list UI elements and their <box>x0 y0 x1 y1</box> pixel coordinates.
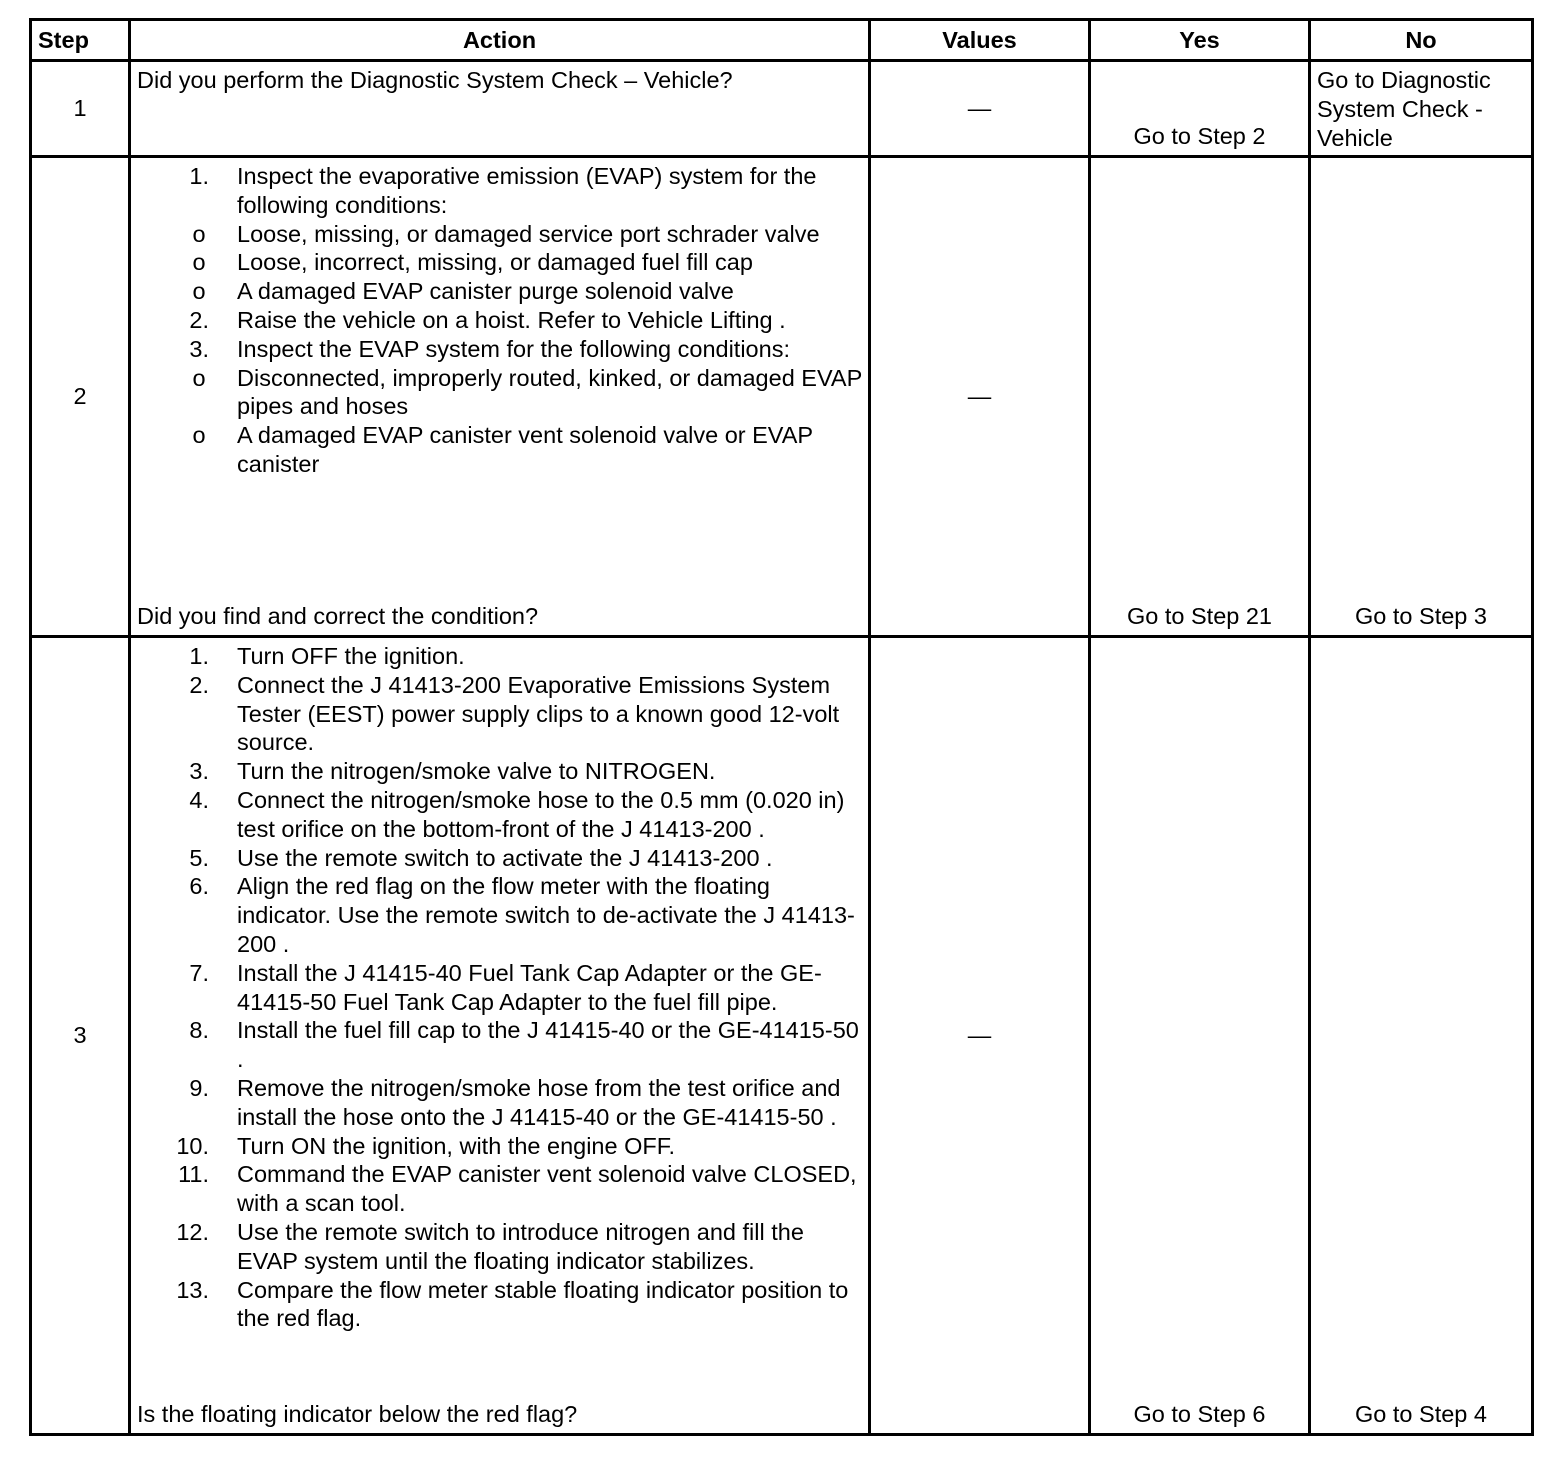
action-question: Is the floating indicator below the red flag? <box>137 1401 578 1428</box>
action-step <box>137 1218 864 1276</box>
yes-cell: Go to Step 6 <box>1090 637 1310 1435</box>
step-number: 3 <box>31 637 130 1435</box>
step-text: Connect the nitrogen/smoke hose to the 0.5 mm (0.020 in) test orifice on the bottom-front of the J 41413-200 . <box>237 786 845 842</box>
action-step <box>137 786 864 844</box>
action-cell <box>130 637 870 1435</box>
step-text: Align the red flag on the flow meter with the floating indicator. Use the remote switch to de-activate the J 41413-200 . <box>237 873 855 957</box>
action-step <box>137 1016 864 1074</box>
condition-text: A damaged EVAP canister purge solenoid valve <box>237 278 734 305</box>
yes-cell: Go to Step 21 <box>1090 157 1310 637</box>
step-text: Install the J 41415-40 Fuel Tank Cap Adapter or the GE-41415-50 Fuel Tank Cap Adapter to the fuel fill pipe. <box>237 959 822 1015</box>
step-text: Turn ON the ignition, with the engine OFF. <box>237 1132 676 1159</box>
action-cell <box>130 61 870 157</box>
step-num: 1. <box>189 163 209 189</box>
condition-list <box>137 364 864 479</box>
action-step <box>137 959 864 1017</box>
step-num: 11. <box>178 1161 209 1188</box>
step-num: 3. <box>189 758 209 785</box>
bullet-icon: o <box>192 249 206 276</box>
step-text: Use the remote switch to introduce nitrogen and fill the EVAP system until the floating indicator stabilizes. <box>237 1218 804 1274</box>
no-cell: Go to Step 3 <box>1310 157 1533 637</box>
header-row <box>31 20 1533 61</box>
action-step <box>137 671 864 757</box>
condition-text: Loose, missing, or damaged service port schrader valve <box>237 220 820 247</box>
no-cell: Go to Step 4 <box>1310 637 1533 1435</box>
step-text: Inspect the EVAP system for the following conditions: <box>237 335 790 362</box>
action-cell <box>130 157 870 637</box>
no-cell: Go to Diagnostic System Check - Vehicle <box>1310 61 1533 157</box>
step-number: 1 <box>31 61 130 157</box>
action-step <box>137 872 864 958</box>
condition-text: Loose, incorrect, missing, or damaged fuel fill cap <box>237 249 753 276</box>
condition-item <box>137 421 864 479</box>
step-num: 8. <box>189 1017 209 1044</box>
step-num: 4. <box>189 786 209 813</box>
step-num: 12. <box>176 1218 209 1245</box>
condition-text: Disconnected, improperly routed, kinked, or damaged EVAP pipes and hoses <box>237 364 862 420</box>
step-num: 2. <box>189 306 209 333</box>
step-number: 2 <box>31 157 130 637</box>
values-cell: — <box>870 61 1090 157</box>
step-num: 10. <box>176 1132 209 1159</box>
step-num: 3. <box>189 335 209 362</box>
step-num: 1. <box>189 643 209 669</box>
step-num: 5. <box>189 844 209 871</box>
action-question: Did you perform the Diagnostic System Check – Vehicle? <box>137 67 733 93</box>
bullet-icon: o <box>192 422 206 449</box>
step-text: Compare the flow meter stable floating indicator position to the red flag. <box>237 1276 849 1332</box>
step-num: 6. <box>189 873 209 900</box>
bullet-icon: o <box>192 278 206 305</box>
header-step: Step <box>31 20 130 61</box>
action-step <box>137 162 864 306</box>
condition-item <box>137 248 864 277</box>
condition-item <box>137 277 864 306</box>
action-step <box>137 642 864 671</box>
step-num: 9. <box>189 1074 209 1101</box>
condition-item <box>137 364 864 422</box>
step-num: 2. <box>189 671 209 698</box>
action-step <box>137 306 864 335</box>
action-step <box>137 1276 864 1334</box>
action-step <box>137 335 864 479</box>
step-text: Install the fuel fill cap to the J 41415-40 or the GE-41415-50 . <box>237 1017 859 1073</box>
step-num: 13. <box>176 1276 209 1303</box>
action-steps-list <box>137 642 864 1333</box>
action-step <box>137 1132 864 1161</box>
condition-text: A damaged EVAP canister vent solenoid valve or EVAP canister <box>237 422 813 477</box>
step-text: Use the remote switch to activate the J 41413-200 . <box>237 844 773 871</box>
action-steps-list <box>137 162 864 479</box>
action-step <box>137 844 864 873</box>
yes-cell: Go to Step 2 <box>1090 61 1310 157</box>
table-row <box>31 61 1533 157</box>
table-row <box>31 637 1533 1435</box>
step-text: Remove the nitrogen/smoke hose from the test orifice and install the hose onto the J 41415-40 or the GE-41415-50 . <box>237 1074 841 1130</box>
bullet-icon: o <box>192 220 206 247</box>
action-question: Did you find and correct the condition? <box>137 603 539 630</box>
header-yes: Yes <box>1090 20 1310 61</box>
action-step <box>137 757 864 786</box>
header-values: Values <box>870 20 1090 61</box>
values-cell: — <box>870 157 1090 637</box>
step-text: Connect the J 41413-200 Evaporative Emissions System Tester (EEST) power supply clips to a known good 12-volt source. <box>237 671 840 756</box>
step-text: Raise the vehicle on a hoist. Refer to Vehicle Lifting . <box>237 306 786 333</box>
step-text: Inspect the evaporative emission (EVAP) system for the following conditions: <box>237 163 817 218</box>
header-no: No <box>1310 20 1533 61</box>
diagnostic-table <box>29 18 1534 1436</box>
step-text: Turn the nitrogen/smoke valve to NITROGEN. <box>237 758 716 785</box>
action-step <box>137 1074 864 1132</box>
condition-list <box>137 220 864 306</box>
table-row <box>31 157 1533 637</box>
header-action: Action <box>130 20 870 61</box>
bullet-icon: o <box>192 364 206 391</box>
values-cell: — <box>870 637 1090 1435</box>
step-num: 7. <box>189 959 209 986</box>
action-step <box>137 1160 864 1218</box>
condition-item <box>137 220 864 249</box>
step-text: Command the EVAP canister vent solenoid valve CLOSED, with a scan tool. <box>237 1161 857 1217</box>
step-text: Turn OFF the ignition. <box>237 643 465 669</box>
